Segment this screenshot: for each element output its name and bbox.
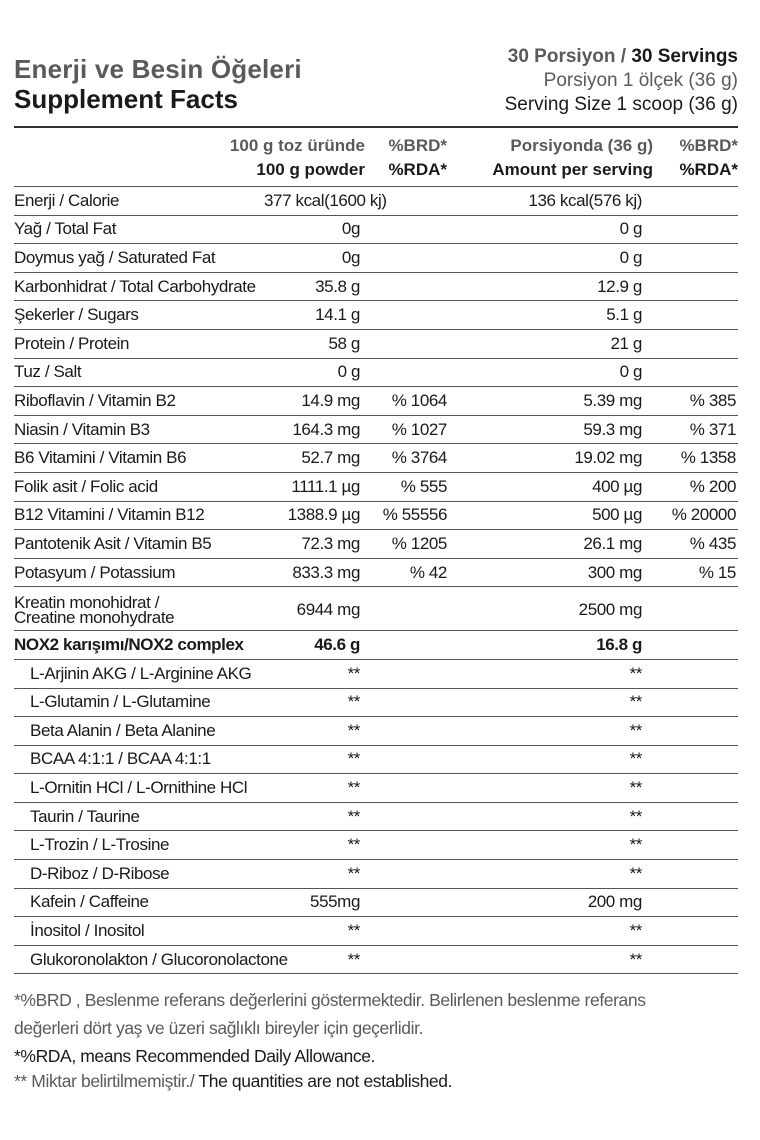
per100-brd: % 3764 <box>364 444 449 473</box>
nutrient-rows <box>14 187 738 587</box>
ingredient-name: L-Ornitin HCl / L-Ornithine HCl <box>14 774 264 803</box>
complex-serving: 16.8 g <box>449 631 654 660</box>
serving-brd: % 1358 <box>654 444 738 473</box>
servings-count <box>508 46 738 68</box>
ingredient-name: L-Trozin / L-Trosine <box>14 831 264 860</box>
serving-brd <box>654 802 738 831</box>
nutrient-name: Karbonhidrat / Total Carbohydrate <box>14 272 264 301</box>
complex-per100: 46.6 g <box>264 631 364 660</box>
per100-brd <box>364 272 449 301</box>
per100-brd <box>364 945 449 974</box>
header <box>14 42 738 120</box>
serving-brd <box>654 917 738 946</box>
ingredient-name: Kafein / Caffeine <box>14 888 264 917</box>
per100-brd <box>364 917 449 946</box>
creatine-brd2 <box>654 587 738 631</box>
table-row <box>14 215 738 244</box>
serving-brd <box>654 860 738 889</box>
serving-brd <box>654 717 738 746</box>
servings-tr: 30 Porsiyon / <box>507 46 627 67</box>
per100-value: 0g <box>264 215 364 244</box>
per100-brd: % 555 <box>364 472 449 501</box>
per100-value: 0 g <box>264 358 364 387</box>
col-serving-en: Amount per serving <box>492 160 653 179</box>
table-row <box>14 301 738 330</box>
serving-size-tr: Porsiyon 1 ölçek (36 g) <box>543 70 738 91</box>
nutrient-name: Folik asit / Folic acid <box>14 472 264 501</box>
col-per100-tr: 100 g toz üründe <box>229 136 365 155</box>
nutrient-name: Doymus yağ / Saturated Fat <box>14 244 264 273</box>
creatine-section <box>14 587 738 660</box>
footnote-rda: *%RDA, means Recommended Daily Allowance. <box>14 1046 375 1066</box>
per100-value: 164.3 mg <box>264 415 364 444</box>
per100-brd <box>364 717 449 746</box>
serving-value: 400 µg <box>449 472 654 501</box>
nutrient-name: Yağ / Total Fat <box>14 215 264 244</box>
serving-brd: % 200 <box>654 472 738 501</box>
serving-size-en: Serving Size 1 scoop (36 g) <box>504 94 738 115</box>
table-row <box>14 329 738 358</box>
per100-brd <box>364 745 449 774</box>
table-row <box>14 688 738 717</box>
footnote-na-en: The quantities are not established. <box>194 1071 453 1091</box>
per100-value: 14.9 mg <box>264 387 364 416</box>
serving-value: 59.3 mg <box>449 415 654 444</box>
per100-value: ** <box>264 745 364 774</box>
serving-brd <box>654 272 738 301</box>
nutrient-name: Riboflavin / Vitamin B2 <box>14 387 264 416</box>
title-turkish: Enerji ve Besin Öğeleri <box>14 54 302 84</box>
per100-brd <box>364 358 449 387</box>
serving-brd: % 371 <box>654 415 738 444</box>
per100-value: ** <box>264 917 364 946</box>
col-rda2-label: %RDA* <box>679 160 738 179</box>
per100-value: 1388.9 µg <box>264 501 364 530</box>
col-rda1-label: %RDA* <box>388 160 447 179</box>
creatine-per100: 6944 mg <box>264 587 364 631</box>
serving-value: ** <box>449 917 654 946</box>
table-row <box>14 272 738 301</box>
table-row <box>14 745 738 774</box>
footnote-not-established <box>14 1071 740 1092</box>
creatine-brd1 <box>364 587 449 631</box>
serving-value: 5.1 g <box>449 301 654 330</box>
serving-brd <box>654 215 738 244</box>
per100-value: 58 g <box>264 329 364 358</box>
complex-name: NOX2 karışımı/NOX2 complex <box>14 631 264 660</box>
per100-value: ** <box>264 717 364 746</box>
per100-brd: % 42 <box>364 558 449 587</box>
per100-value: 72.3 mg <box>264 530 364 559</box>
nutrient-name: Enerji / Calorie <box>14 187 264 216</box>
ingredient-name: Taurin / Taurine <box>14 802 264 831</box>
table-row <box>14 860 738 889</box>
per100-value: ** <box>264 802 364 831</box>
serving-brd: % 20000 <box>654 501 738 530</box>
serving-brd <box>654 329 738 358</box>
serving-value: 0 g <box>449 244 654 273</box>
serving-value: 0 g <box>449 358 654 387</box>
serving-value: ** <box>449 945 654 974</box>
per100-brd <box>364 659 449 688</box>
per100-brd <box>364 329 449 358</box>
serving-value: ** <box>449 688 654 717</box>
serving-value: 12.9 g <box>449 272 654 301</box>
serving-value: ** <box>449 831 654 860</box>
table-row <box>14 945 738 974</box>
serving-value: 136 kcal(576 kj) <box>449 187 654 216</box>
serving-brd <box>654 745 738 774</box>
serving-brd <box>654 244 738 273</box>
table-row <box>14 558 738 587</box>
col-serving-tr: Porsiyonda (36 g) <box>510 136 653 155</box>
table-row <box>14 888 738 917</box>
col-per100 <box>205 134 365 184</box>
col-serving <box>455 134 653 184</box>
title-english: Supplement Facts <box>14 84 238 114</box>
nutrient-name: B12 Vitamini / Vitamin B12 <box>14 501 264 530</box>
serving-value: 21 g <box>449 329 654 358</box>
nutrient-name: Şekerler / Sugars <box>14 301 264 330</box>
serving-brd <box>654 187 738 216</box>
serving-brd <box>654 659 738 688</box>
per100-value: ** <box>264 774 364 803</box>
per100-value: ** <box>264 659 364 688</box>
ingredient-name: Glukoronolakton / Glucoronolactone <box>14 945 264 974</box>
serving-value: ** <box>449 717 654 746</box>
servings-en: 30 Servings <box>631 46 738 67</box>
per100-value: 0g <box>264 244 364 273</box>
table-row <box>14 530 738 559</box>
per100-value: 377 kcal(1600 kj) <box>264 187 364 216</box>
table-row <box>14 472 738 501</box>
ingredient-name: L-Arjinin AKG / L-Arginine AKG <box>14 659 264 688</box>
ingredient-name: D-Riboz / D-Ribose <box>14 860 264 889</box>
per100-value: ** <box>264 688 364 717</box>
table-row <box>14 415 738 444</box>
serving-value: 0 g <box>449 215 654 244</box>
per100-value: 1111.1 µg <box>264 472 364 501</box>
complex-brd1 <box>364 631 449 660</box>
per100-brd <box>364 774 449 803</box>
serving-brd <box>654 301 738 330</box>
per100-brd: % 1064 <box>364 387 449 416</box>
nutrient-name: B6 Vitamini / Vitamin B6 <box>14 444 264 473</box>
per100-brd <box>364 244 449 273</box>
serving-value: 26.1 mg <box>449 530 654 559</box>
serving-brd: % 15 <box>654 558 738 587</box>
serving-brd: % 385 <box>654 387 738 416</box>
nutrient-name: Tuz / Salt <box>14 358 264 387</box>
per100-brd <box>364 215 449 244</box>
complex-ingredient-rows <box>14 659 738 974</box>
table-row <box>14 444 738 473</box>
table-row <box>14 831 738 860</box>
per100-value: 833.3 mg <box>264 558 364 587</box>
serving-value: 500 µg <box>449 501 654 530</box>
serving-value: ** <box>449 802 654 831</box>
serving-brd <box>654 831 738 860</box>
table-row <box>14 244 738 273</box>
serving-value: 5.39 mg <box>449 387 654 416</box>
table-row <box>14 802 738 831</box>
complex-brd2 <box>654 631 738 660</box>
table-row <box>14 717 738 746</box>
per100-brd <box>364 301 449 330</box>
per100-brd: % 55556 <box>364 501 449 530</box>
per100-value: ** <box>264 860 364 889</box>
footnote-brd-line1: *%BRD , Beslenme referans değerlerini göstermektedir. Belirlenen beslenme referans <box>14 990 646 1010</box>
per100-brd <box>364 860 449 889</box>
complex-row <box>14 631 738 660</box>
nutrient-name: Niasin / Vitamin B3 <box>14 415 264 444</box>
per100-value: ** <box>264 831 364 860</box>
per100-value: 52.7 mg <box>264 444 364 473</box>
footnote-na-tr: ** Miktar belirtilmemiştir./ <box>14 1071 195 1091</box>
per100-brd <box>364 831 449 860</box>
col-brd1-label: %BRD* <box>388 136 447 155</box>
per100-brd <box>364 802 449 831</box>
per100-value: ** <box>264 945 364 974</box>
serving-value: ** <box>449 774 654 803</box>
table-row <box>14 358 738 387</box>
serving-value: ** <box>449 659 654 688</box>
serving-value: 300 mg <box>449 558 654 587</box>
serving-brd: % 435 <box>654 530 738 559</box>
facts-table <box>14 186 738 974</box>
ingredient-name: L-Glutamin / L-Glutamine <box>14 688 264 717</box>
creatine-serving: 2500 mg <box>449 587 654 631</box>
serving-brd <box>654 688 738 717</box>
serving-brd <box>654 945 738 974</box>
col-brd2-label: %BRD* <box>679 136 738 155</box>
footnote-brd-line2: değerleri dört yaş ve üzeri sağlıklı bireyler için geçerlidir. <box>14 1018 423 1038</box>
header-rule <box>14 126 738 128</box>
col-brd2 <box>660 134 738 184</box>
table-row <box>14 501 738 530</box>
nutrient-name: Potasyum / Potassium <box>14 558 264 587</box>
serving-value: 200 mg <box>449 888 654 917</box>
col-per100-en: 100 g powder <box>256 160 365 179</box>
table-row <box>14 587 738 631</box>
per100-brd <box>364 888 449 917</box>
ingredient-name: BCAA 4:1:1 / BCAA 4:1:1 <box>14 745 264 774</box>
per100-value: 35.8 g <box>264 272 364 301</box>
ingredient-name: Beta Alanin / Beta Alanine <box>14 717 264 746</box>
table-row <box>14 774 738 803</box>
ingredient-name: İnositol / Inositol <box>14 917 264 946</box>
per100-value: 555mg <box>264 888 364 917</box>
serving-value: ** <box>449 745 654 774</box>
table-row <box>14 187 738 216</box>
serving-brd <box>654 888 738 917</box>
nutrient-name: Pantotenik Asit / Vitamin B5 <box>14 530 264 559</box>
serving-value: 19.02 mg <box>449 444 654 473</box>
table-row <box>14 387 738 416</box>
per100-brd <box>364 688 449 717</box>
per100-brd: % 1205 <box>364 530 449 559</box>
serving-value: ** <box>449 860 654 889</box>
per100-brd: % 1027 <box>364 415 449 444</box>
creatine-name-line1: Kreatin monohidrat / <box>14 593 160 613</box>
table-row <box>14 659 738 688</box>
per100-value: 14.1 g <box>264 301 364 330</box>
nutrient-name: Protein / Protein <box>14 329 264 358</box>
table-row <box>14 917 738 946</box>
col-brd1 <box>370 134 447 184</box>
serving-brd <box>654 358 738 387</box>
serving-brd <box>654 774 738 803</box>
creatine-name-line2: Creatine monohydrate <box>14 608 175 628</box>
creatine-name <box>14 587 264 631</box>
